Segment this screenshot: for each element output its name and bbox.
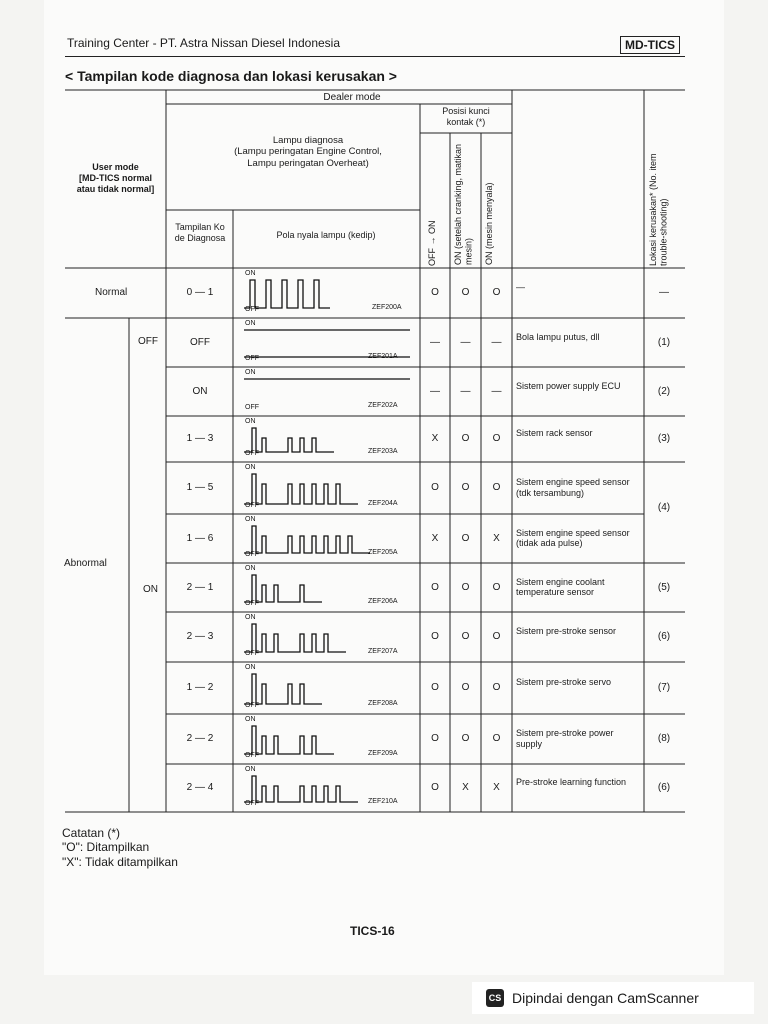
camscanner-logo-icon: CS [486, 989, 504, 1007]
wave-off-label: OFF [245, 404, 259, 411]
mark-running: O [492, 482, 501, 493]
diag-code: 2 — 1 [186, 581, 214, 593]
header-title: Training Center - PT. Astra Nissan Diesel Indonesia [67, 36, 341, 50]
mark-off-on: — [430, 385, 440, 397]
wave-on-label: ON [245, 418, 256, 425]
mark-off-on: O [431, 733, 439, 744]
diag-code: 2 — 4 [186, 782, 214, 793]
vertical-header-lokasi: Lokasi kerusakan* (No. item trouble-shooting) [648, 153, 669, 266]
location-text: Bola lampu putus, dll [516, 331, 600, 342]
mark-running: X [493, 782, 500, 793]
wave-off-label: OFF [245, 800, 259, 807]
wave-on-label: ON [245, 464, 256, 471]
mark-running: O [492, 733, 501, 744]
wave-off-label: OFF [245, 306, 259, 313]
item-number: (8) [657, 733, 671, 744]
vertical-header-off-on: OFF → ON [427, 220, 437, 266]
wave-pattern [244, 474, 358, 504]
mark-cranking: O [461, 433, 470, 444]
wave-off-label: OFF [245, 702, 259, 709]
mark-running: O [492, 682, 501, 693]
wave-off-label: OFF [245, 650, 259, 657]
diag-code: 0 — 1 [186, 287, 214, 298]
wave-ref: ZEF209A [368, 750, 398, 757]
wave-pattern [244, 526, 370, 553]
header-code-box: MD-TICS [620, 36, 680, 54]
wave-off-label: OFF [245, 355, 259, 362]
wave-ref: ZEF208A [368, 700, 398, 707]
wave-on-label: ON [245, 369, 256, 376]
mark-off-on: O [431, 631, 439, 642]
mark-cranking: O [461, 532, 470, 544]
vertical-header-mesin-menyala: ON (mesin menyala) [484, 182, 494, 265]
location-text: Sistem engine speed sensor (tidak ada pulse) [516, 527, 630, 549]
wave-pattern [244, 726, 334, 754]
wave-ref: ZEF203A [368, 448, 398, 455]
note-x: "X": Tidak ditampilkan [62, 854, 178, 869]
wave-pattern [244, 674, 322, 704]
dealer-mode-header: Dealer mode [323, 92, 381, 103]
user-mode-header: User mode [MD-TICS normal atau tidak normal] [76, 162, 155, 194]
wave-ref: ZEF204A [368, 500, 398, 507]
wave-pattern [244, 428, 334, 452]
note-title: Catatan (*) [62, 826, 121, 840]
wave-on-label: ON [245, 716, 256, 723]
mark-running: — [491, 336, 502, 348]
wave-ref: ZEF210A [368, 798, 398, 805]
mark-off-on: O [431, 782, 439, 793]
mark-running: O [492, 581, 501, 593]
wave-pattern [244, 776, 358, 802]
mark-cranking: O [461, 631, 470, 642]
mark-running: O [492, 433, 501, 444]
user-abnormal-label: Abnormal [64, 558, 107, 569]
location-text: Sistem engine speed sensor (tdk tersambung) [516, 477, 630, 498]
mark-off-on: O [431, 287, 439, 298]
wave-on-label: ON [245, 664, 256, 671]
wave-off-label: OFF [245, 450, 259, 457]
note-o: "O": Ditampilkan [62, 840, 150, 855]
wave-pattern [244, 624, 346, 652]
mark-cranking: O [461, 287, 470, 298]
diag-code: 1 — 6 [186, 532, 214, 544]
wave-on-label: ON [245, 320, 256, 327]
user-normal-label: Normal [95, 287, 128, 298]
mark-cranking: O [461, 581, 470, 593]
location-text: Sistem pre-stroke servo [516, 677, 612, 687]
diag-code: 2 — 2 [186, 733, 214, 744]
tampilan-kode-header: Tampilan Ko de Diagnosa [174, 222, 226, 243]
wave-off-label: OFF [245, 502, 259, 509]
diag-code: 1 — 3 [186, 433, 214, 444]
mark-cranking: — [460, 336, 471, 348]
wave-on-label: ON [245, 766, 256, 773]
user-on-label: ON [143, 584, 158, 595]
location-text: Sistem engine coolant temperature sensor [516, 576, 605, 598]
mark-off-on: O [431, 581, 439, 593]
wave-on-label: ON [245, 270, 256, 277]
mark-cranking: O [461, 482, 470, 493]
item-number: (6) [657, 782, 671, 793]
location-text: Sistem pre-stroke sensor [516, 626, 617, 636]
page-title: < Tampilan kode diagnosa dan lokasi kerusakan > [65, 68, 397, 84]
location-text: Sistem rack sensor [516, 428, 593, 438]
wave-pattern [244, 280, 330, 308]
mark-off-on: — [430, 336, 440, 348]
mark-cranking: — [460, 385, 471, 397]
wave-on-label: ON [245, 516, 256, 523]
wave-ref: ZEF200A [372, 304, 402, 311]
diag-code: ON [192, 385, 208, 397]
posisi-kunci-header: Posisi kunci kontak (*) [442, 106, 490, 127]
wave-on-label: ON [245, 565, 256, 572]
notes [62, 826, 178, 869]
wave-off-label: OFF [245, 600, 259, 607]
wave-ref: ZEF205A [368, 549, 398, 556]
mark-cranking: O [461, 682, 470, 693]
diag-code: OFF [190, 336, 210, 348]
wave-ref: ZEF207A [368, 648, 398, 655]
pola-nyala-header: Pola nyala lampu (kedip) [276, 230, 376, 240]
mark-cranking: X [462, 782, 469, 793]
camscanner-watermark [472, 982, 754, 1014]
location-text: Pre-stroke learning function [516, 777, 627, 787]
mark-running: O [492, 631, 501, 642]
diag-code: 1 — 2 [186, 682, 214, 693]
item-number: (1) [657, 336, 671, 348]
vertical-header-cranking: ON (setelah cranking, matikan mesin) [453, 143, 474, 265]
item-number: (3) [657, 433, 671, 444]
lampu-diagnosa-header: Lampu diagnosa (Lampu peringatan Engine Control, Lampu peringatan Overheat) [234, 135, 382, 169]
wave-pattern [244, 575, 322, 602]
location-text: — [516, 282, 525, 292]
wave-off-label: OFF [245, 752, 259, 759]
wave-on-label: ON [245, 614, 256, 621]
item-number: (7) [657, 682, 671, 693]
item-number: (5) [657, 581, 671, 593]
mark-off-on: X [431, 433, 439, 444]
wave-ref: ZEF201A [368, 353, 398, 360]
diag-code: 1 — 5 [186, 482, 214, 493]
mark-off-on: X [431, 532, 439, 544]
item-number: — [659, 287, 669, 298]
page-number: TICS-16 [350, 924, 395, 938]
item-number: (2) [657, 385, 671, 397]
diag-code: 2 — 3 [186, 631, 214, 642]
mark-cranking: O [461, 733, 470, 744]
location-text: Sistem power supply ECU [516, 380, 621, 391]
mark-running: O [492, 287, 501, 298]
wave-ref: ZEF202A [368, 402, 398, 409]
item-number: (6) [657, 631, 671, 642]
item-number: (4) [657, 502, 671, 513]
mark-off-on: O [431, 482, 439, 493]
wave-off-label: OFF [245, 551, 259, 558]
user-off-label: OFF [138, 336, 158, 347]
mark-off-on: O [431, 682, 439, 693]
camscanner-text: Dipindai dengan CamScanner [512, 990, 699, 1006]
mark-running: X [493, 532, 500, 544]
location-text: Sistem pre-stroke power supply [516, 728, 614, 749]
wave-ref: ZEF206A [368, 598, 398, 605]
mark-running: — [491, 385, 502, 397]
